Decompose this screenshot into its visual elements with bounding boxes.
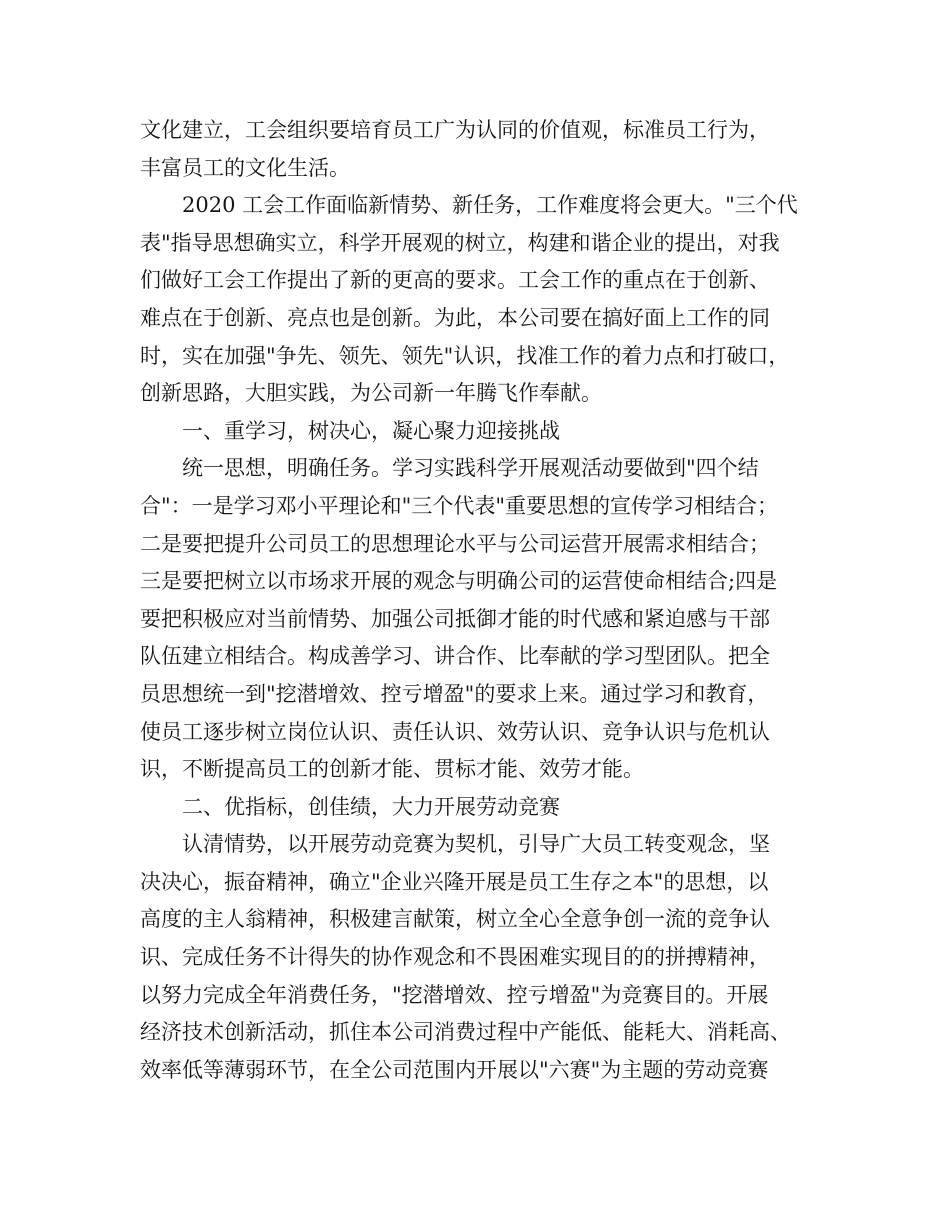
paragraph-start-line: 统一思想，明确任务。学习实践科学开展观活动要做到"四个结: [182, 456, 759, 481]
paragraph-start-line: 认清情势，以开展劳动竞赛为契机，引导广大员工转变观念，坚: [182, 832, 770, 857]
text-line: 要把积极应对当前情势、加强公司抵御才能的时代感和紧迫感与干部: [140, 606, 770, 631]
text-line: 合"：一是学习邓小平理论和"三个代表"重要思想的宣传学习相结合；: [140, 493, 778, 518]
text-line: 三是要把树立以市场求开展的观念与明确公司的运营使命相结合;四是: [140, 569, 778, 594]
paragraph-start-line: 2020 工会工作面临新情势、新任务，工作难度将会更大。"三个代: [182, 193, 798, 218]
text-line: 时，实在加强"争先、领先、领先"认识，找准工作的着力点和打破口，: [140, 343, 790, 368]
text-line: 丰富员工的文化生活。: [140, 155, 350, 180]
text-line: 决决心，振奋精神，确立"企业兴隆开展是员工生存之本"的思想，以: [140, 869, 769, 894]
text-line: 文化建立，工会组织要培育员工广为认同的价值观，标准员工行为，: [140, 118, 770, 142]
text-line: 们做好工会工作提出了新的更高的要求。工会工作的重点在于创新、: [140, 268, 770, 293]
text-line: 使员工逐步树立岗位认识、责任认识、效劳认识、竞争认识与危机认: [140, 719, 770, 744]
text-line: 识、完成任务不计得失的协作观念和不畏困难实现目的的拼搏精神，: [140, 945, 770, 970]
document-body: [140, 112, 812, 1089]
text-line: 识，不断提高员工的创新才能、贯标才能、效劳才能。: [140, 757, 644, 782]
text-line: 效率低等薄弱环节，在全公司范围内开展以"六赛"为主题的劳动竞赛: [140, 1057, 769, 1082]
text-line: 队伍建立相结合。构成善学习、讲合作、比奉献的学习型团队。把全: [140, 644, 770, 669]
text-line: 表"指导思想确实立，科学开展观的树立，构建和谐企业的提出，对我: [140, 230, 780, 255]
text-line: 二是要把提升公司员工的思想理论水平与公司运营开展需求相结合；: [140, 531, 770, 556]
text-line: 经济技术创新活动，抓住本公司消费过程中产能低、能耗大、消耗高、: [140, 1020, 791, 1045]
text-line: 以努力完成全年消费任务，"挖潜增效、控亏增盈"为竞赛目的。开展: [140, 982, 769, 1007]
text-line: 员思想统一到"挖潜增效、控亏增盈"的要求上来。通过学习和教育，: [140, 681, 769, 706]
text-line: 创新思路，大胆实践，为公司新一年腾飞作奉献。: [140, 381, 602, 406]
section-heading: 二、优指标，创佳绩，大力开展劳动竞赛: [182, 794, 560, 819]
text-line: 难点在于创新、亮点也是创新。为此，本公司要在搞好面上工作的同: [140, 305, 770, 330]
section-heading: 一、重学习，树决心，凝心聚力迎接挑战: [182, 418, 560, 443]
text-line: 高度的主人翁精神，积极建言献策，树立全心全意争创一流的竞争认: [140, 907, 770, 932]
